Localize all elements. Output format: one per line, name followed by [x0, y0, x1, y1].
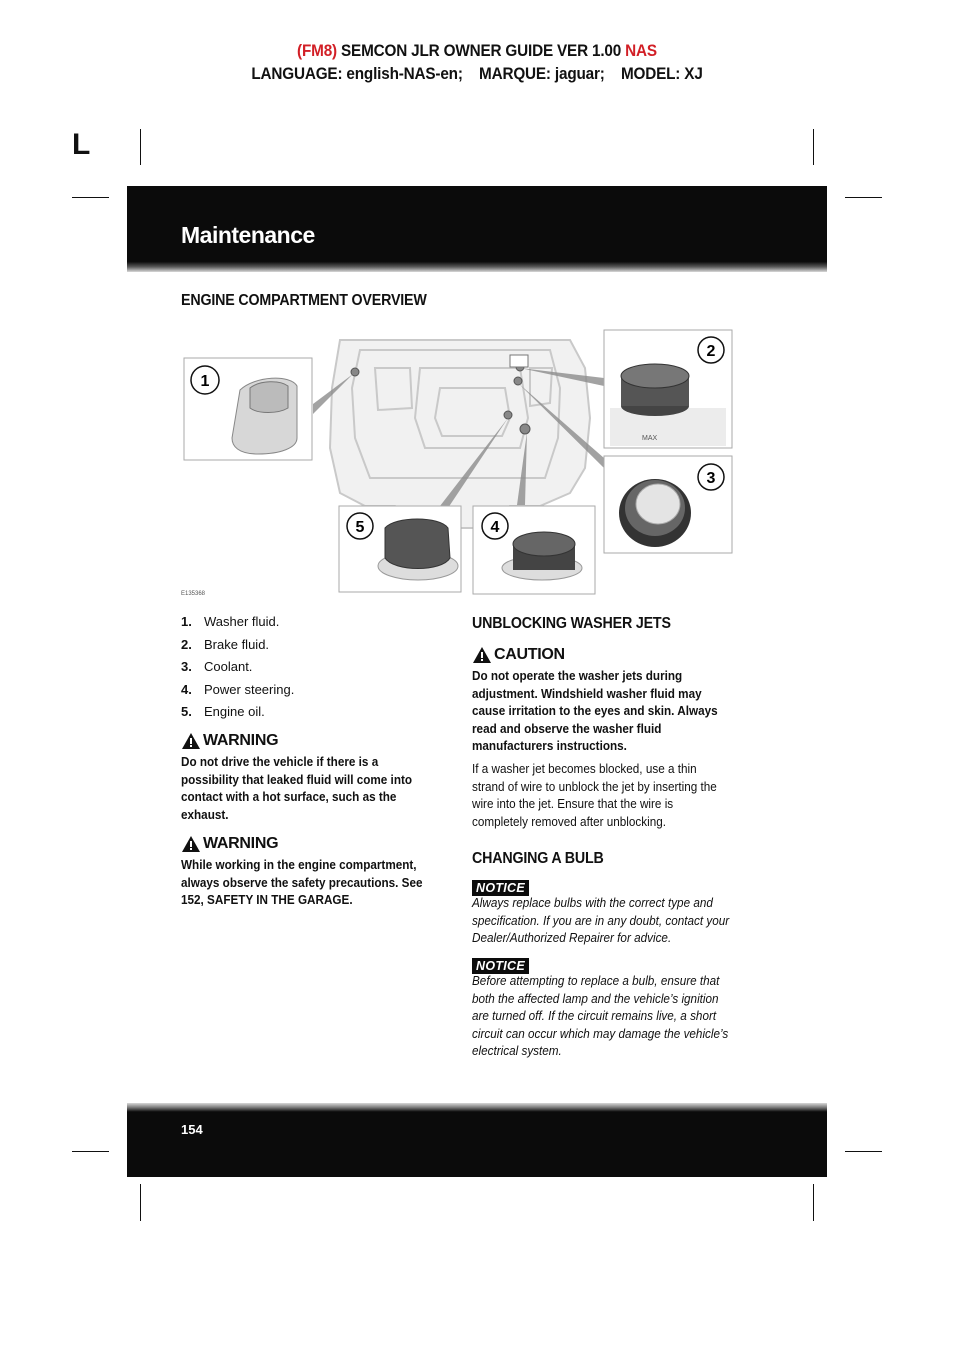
item-number: 3. [181, 659, 192, 675]
crop-mark [72, 197, 109, 198]
engine-compartment-figure [180, 328, 736, 598]
crop-mark [845, 1151, 882, 1152]
crop-mark [72, 1151, 109, 1152]
warning-badge [181, 835, 278, 853]
item-label: Power steering. [204, 681, 295, 697]
callout-1: 1 [200, 373, 210, 390]
warning-label: WARNING [203, 835, 279, 852]
crop-mark [140, 1184, 141, 1221]
list-item [181, 682, 431, 705]
list-item [181, 659, 431, 682]
proof-suffix: NAS [625, 41, 657, 60]
callout-4: 4 [490, 519, 500, 536]
item-number: 4. [181, 681, 192, 697]
proof-title: SEMCON JLR OWNER GUIDE VER 1.00 [341, 41, 622, 60]
crop-mark [813, 1184, 814, 1221]
callout-2: 2 [706, 343, 716, 360]
notice-text: Before attempting to replace a bulb, ensure that both the affected lamp and the vehicle’s ignition are turned off. If the circuit remains live, a short circuit can occur which may damage the vehicle’s electrical system. [472, 974, 729, 1059]
crop-mark [140, 129, 141, 165]
item-label: Washer fluid. [204, 614, 280, 629]
corner-mark: L [72, 128, 91, 161]
proof-prefix: (FM8) [297, 41, 337, 60]
footer-band [127, 1103, 827, 1177]
notice-badge: NOTICE [472, 880, 529, 896]
engine-overview-heading: ENGINE COMPARTMENT OVERVIEW [181, 292, 427, 309]
chapter-title: Maintenance [181, 222, 315, 248]
washer-jets-body: If a washer jet becomes blocked, use a thin strand of wire to unblock the jet by inserting the wire into the jet. Ensure that the wire is completely removed after unblocking. [472, 762, 717, 829]
item-number: 5. [181, 704, 192, 720]
caution-text: Do not operate the washer jets during adjustment. Windshield washer fluid may cause irritation to the eyes and skin. Always read and observe the washer fluid manufacturers instructions. [472, 669, 718, 754]
proof-header-line1 [48, 41, 907, 61]
item-number: 1. [181, 614, 192, 629]
item-label: Coolant. [204, 659, 253, 675]
list-item [181, 704, 431, 727]
warning-triangle-icon [181, 835, 201, 853]
page-number: 154 [181, 1122, 203, 1137]
list-item [181, 614, 431, 637]
list-item [181, 637, 431, 660]
crop-mark [813, 129, 814, 165]
callout-5: 5 [355, 519, 365, 536]
warning-badge [181, 732, 278, 750]
changing-bulb-heading: CHANGING A BULB [472, 850, 604, 867]
tank-max-label: MAX [642, 435, 658, 442]
caution-label: CAUTION [494, 646, 565, 663]
callout-3: 3 [706, 470, 716, 487]
item-label: Brake fluid. [204, 636, 270, 652]
engine-components-list [181, 614, 431, 727]
warning-triangle-icon [181, 732, 201, 750]
washer-jets-heading: UNBLOCKING WASHER JETS [472, 615, 671, 632]
caution-badge [472, 646, 565, 664]
caution-triangle-icon [472, 646, 492, 664]
notice-badge: NOTICE [472, 958, 529, 974]
crop-mark [845, 197, 882, 198]
warning-text: While working in the engine compartment, always observe the safety precautions. See 152, SAFETY IN THE GARAGE. [181, 858, 423, 908]
warning-label: WARNING [203, 732, 279, 749]
engine-compartment-illustration [180, 328, 736, 598]
item-number: 2. [181, 636, 192, 652]
notice-text: Always replace bulbs with the correct type and specification. If you are in any doubt, contact your Dealer/Authorized Repairer for advice. [472, 896, 730, 946]
warning-text: Do not drive the vehicle if there is a possibility that leaked fluid will come into contact with a hot surface, such as the exhaust. [181, 755, 413, 822]
proof-header-line2: LANGUAGE: english-NAS-en; MARQUE: jaguar; MODEL: XJ [251, 64, 703, 83]
item-label: Engine oil. [204, 704, 265, 720]
figure-code: E135368 [181, 591, 206, 597]
